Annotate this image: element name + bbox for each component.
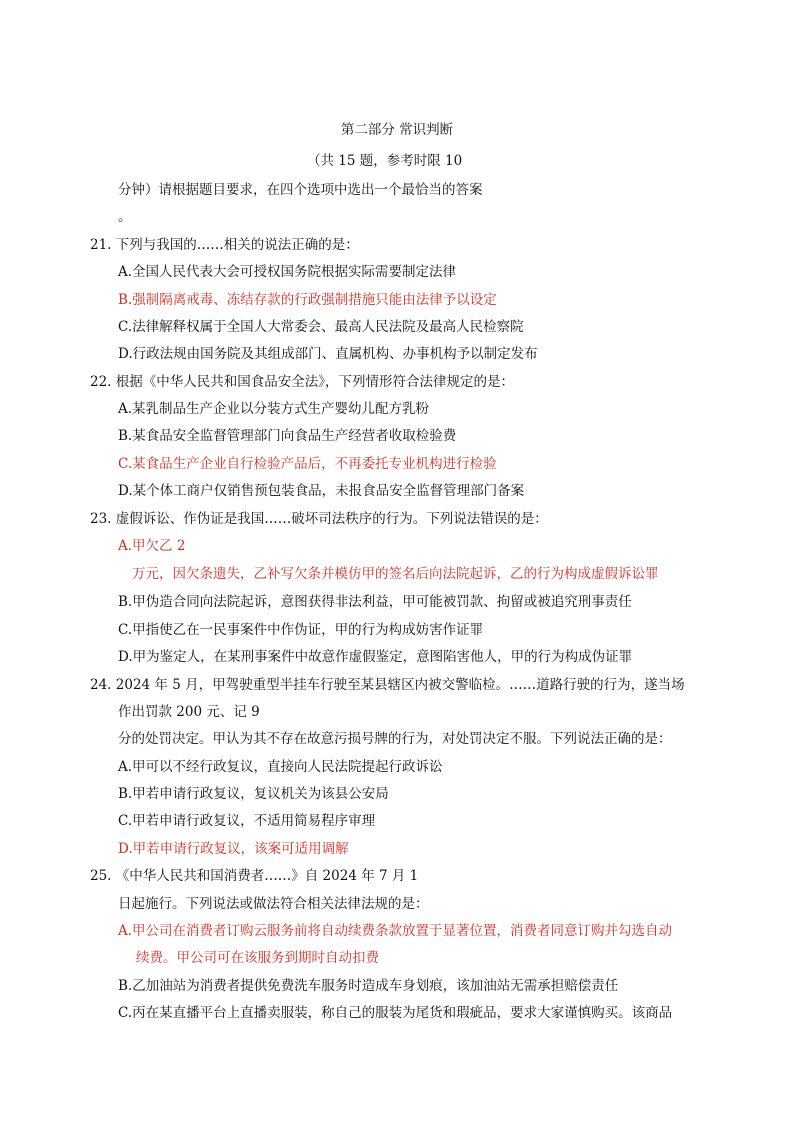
question-21-option-d: D.行政法规由国务院及其组成部门、直属机构、办事机构予以制定发布 [118,346,538,362]
section-title: 第二部分 常识判断 [340,122,454,138]
question-25-option-b: B.乙加油站为消费者提供免费洗车服务时造成车身划痕，该加油站无需承担赔偿责任 [118,978,619,994]
question-24-option-c: C.甲若申请行政复议，不适用简易程序审理 [118,813,376,829]
question-24-option-d-answer: D.甲若申请行政复议，该案可适用调解 [118,841,349,857]
question-22-option-b: B.某食品安全监督管理部门向食品生产经营者收取检验费 [118,428,457,444]
question-22-stem: 22. 根据《中华人民共和国食品安全法》，下列情形符合法律规定的是： [90,374,515,390]
question-23-option-a-answer: A.甲欠乙 2 [118,538,186,554]
question-25-option-a-answer: A.甲公司在消费者订购云服务前将自动续费条款放置于显著位置，消费者同意订购并勾选自动 [118,923,673,939]
question-23-stem: 23. 虚假诉讼、作伪证是我国……破坏司法秩序的行为。下列说法错误的是： [90,511,548,527]
question-23-option-b: B.甲伪造合同向法院起诉，意图获得非法利益，甲可能被罚款、拘留或被追究刑事责任 [118,594,632,610]
question-21-option-c: C.法律解释权属于全国人大常委会、最高人民法院及最高人民检察院 [118,319,524,335]
question-22-option-a: A.某乳制品生产企业以分装方式生产婴幼儿配方乳粉 [118,401,430,417]
question-23-option-c: C.甲指使乙在一民事案件中作伪证，甲的行为构成妨害作证罪 [118,622,484,638]
question-24-option-a: A.甲可以不经行政复议，直接向人民法院提起行政诉讼 [118,759,443,775]
question-21-option-b-answer: B.强制隔离戒毒、冻结存款的行政强制措施只能由法律予以设定 [118,292,497,308]
question-25-option-a-continued: 续费。甲公司可在该服务到期时自动扣费 [136,950,379,966]
question-21-option-a: A.全国人民代表大会可授权国务院根据实际需要制定法律 [118,264,457,280]
question-25-option-c: C.丙在某直播平台上直播卖服装，称自己的服装为尾货和瑕疵品，要求大家谨慎购买。该商品 [118,1005,673,1021]
section-intro-line-2: 分钟）请根据题目要求，在四个选项中选出一个最恰当的答案 [118,182,483,198]
section-intro-line-3: 。 [118,209,132,225]
question-25-stem: 25. 《中华人民共和国消费者……》自 2024 年 7 月 1 [90,868,419,884]
question-23-option-d: D.甲为鉴定人，在某刑事案件中故意作虚假鉴定，意图陷害他人，甲的行为构成伪证罪 [118,649,633,665]
question-24-stem: 24. 2024 年 5 月，甲驾驶重型半挂车行驶至某县辖区内被交警临检。……道路行驶的行为，遂当场 [90,677,685,693]
question-21-stem: 21. 下列与我国的……相关的说法正确的是： [90,237,359,253]
question-23-option-a-continued: 万元，因欠条遗失，乙补写欠条并模仿甲的签名后向法院起诉，乙的行为构成虚假诉讼罪 [132,566,659,582]
question-25-stem-line-2: 日起施行。下列说法或做法符合相关法律法规的是： [118,896,429,912]
question-22-option-c-answer: C.某食品生产企业自行检验产品后，不再委托专业机构进行检验 [118,456,497,472]
question-24-stem-line-3: 分的处罚决定。甲认为其不存在故意污损号牌的行为，对处罚决定不服。下列说法正确的是： [118,731,672,747]
question-24-option-b: B.甲若申请行政复议，复议机关为该县公安局 [118,786,389,802]
section-intro-line-1: （共 15 题，参考时限 10 [307,153,463,169]
question-24-stem-line-2: 作出罚款 200 元、记 9 [118,704,260,720]
question-22-option-d: D.某个体工商户仅销售预包装食品，未报食品安全监督管理部门备案 [118,483,525,499]
